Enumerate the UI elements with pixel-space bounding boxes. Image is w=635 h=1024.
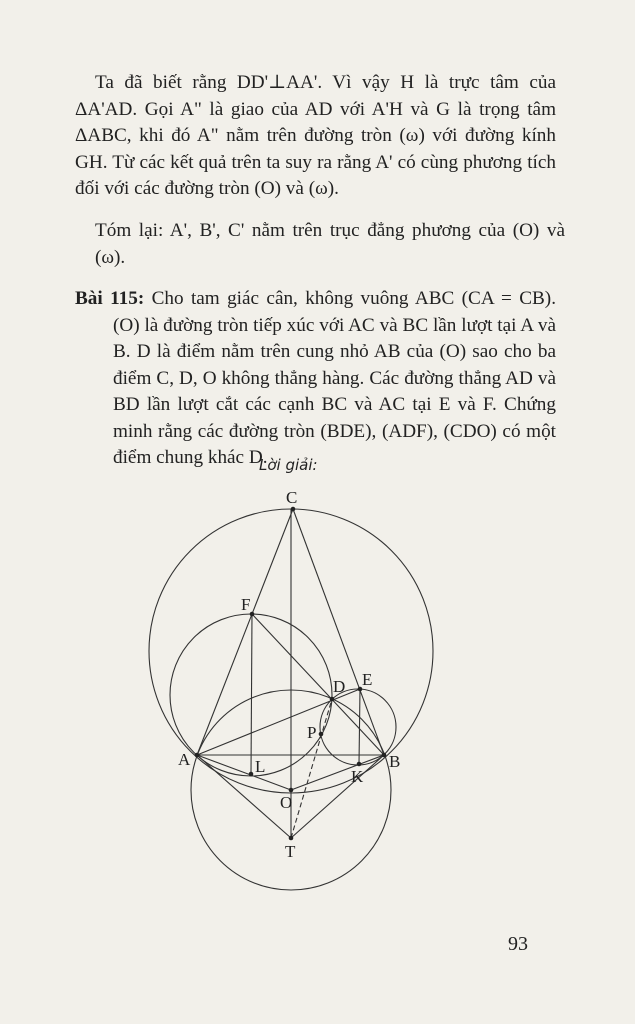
segment-tb (291, 755, 384, 838)
segment-at (197, 755, 291, 838)
point-c (291, 507, 296, 512)
paragraph-summary: Tóm lại: A', B', C' nằm trên trục đẳng phương của (O) và (ω). (95, 220, 565, 268)
label-t: T (285, 842, 296, 861)
segment-td-dashed (291, 699, 332, 838)
point-t (289, 836, 294, 841)
problem-text: Cho tam giác cân, không vuông ABC (CA = CB). (O) là đường tròn tiếp xúc với AC và BC lần lượt tại A và B. D là điểm nằm trên cung nhỏ AB của (O) sao cho ba điểm C, D, O không thẳng hàng. Các đường thẳng AD và BD lần lượt cắt các cạnh BC và AC tại E và F. Chứng minh rằng các đường tròn (BDE), (ADF), (CDO) có một điểm chung khác D. (113, 288, 556, 468)
label-f: F (241, 595, 251, 614)
point-l (249, 772, 254, 777)
solution-heading: Lời giải: (259, 456, 318, 474)
label-e: E (362, 670, 373, 689)
label-b: B (389, 752, 401, 771)
label-a: A (178, 750, 191, 769)
segment-ae (197, 689, 360, 755)
problem-label: Bài 115: (75, 288, 145, 309)
segment-cb (293, 509, 384, 755)
point-o (289, 788, 294, 793)
label-l: L (255, 757, 266, 776)
point-a (195, 753, 200, 758)
label-o: O (280, 793, 293, 812)
label-c: C (286, 488, 298, 507)
segment-ac (197, 509, 293, 755)
point-p (319, 732, 324, 737)
point-k (357, 762, 362, 767)
point-d (330, 697, 335, 702)
point-b (382, 753, 387, 758)
paragraph-orthocenter: Ta đã biết rằng DD'⊥AA'. Vì vậy H là trực tâm của ΔA'AD. Gọi A" là giao của AD với A'H và G là trọng tâm ΔABC, khi đó A" nằm trên đường tròn (ω) với đường kính GH. Từ các kết quả trên ta suy ra rằng A' có cùng phương tích đối với các đường tròn (O) và (ω). (75, 72, 556, 199)
page-number: 93 (508, 933, 528, 955)
label-k: K (351, 767, 364, 786)
segment-fl (251, 614, 252, 774)
label-d: D (333, 677, 346, 696)
segment-ek (359, 689, 360, 764)
label-p: P (307, 723, 317, 742)
